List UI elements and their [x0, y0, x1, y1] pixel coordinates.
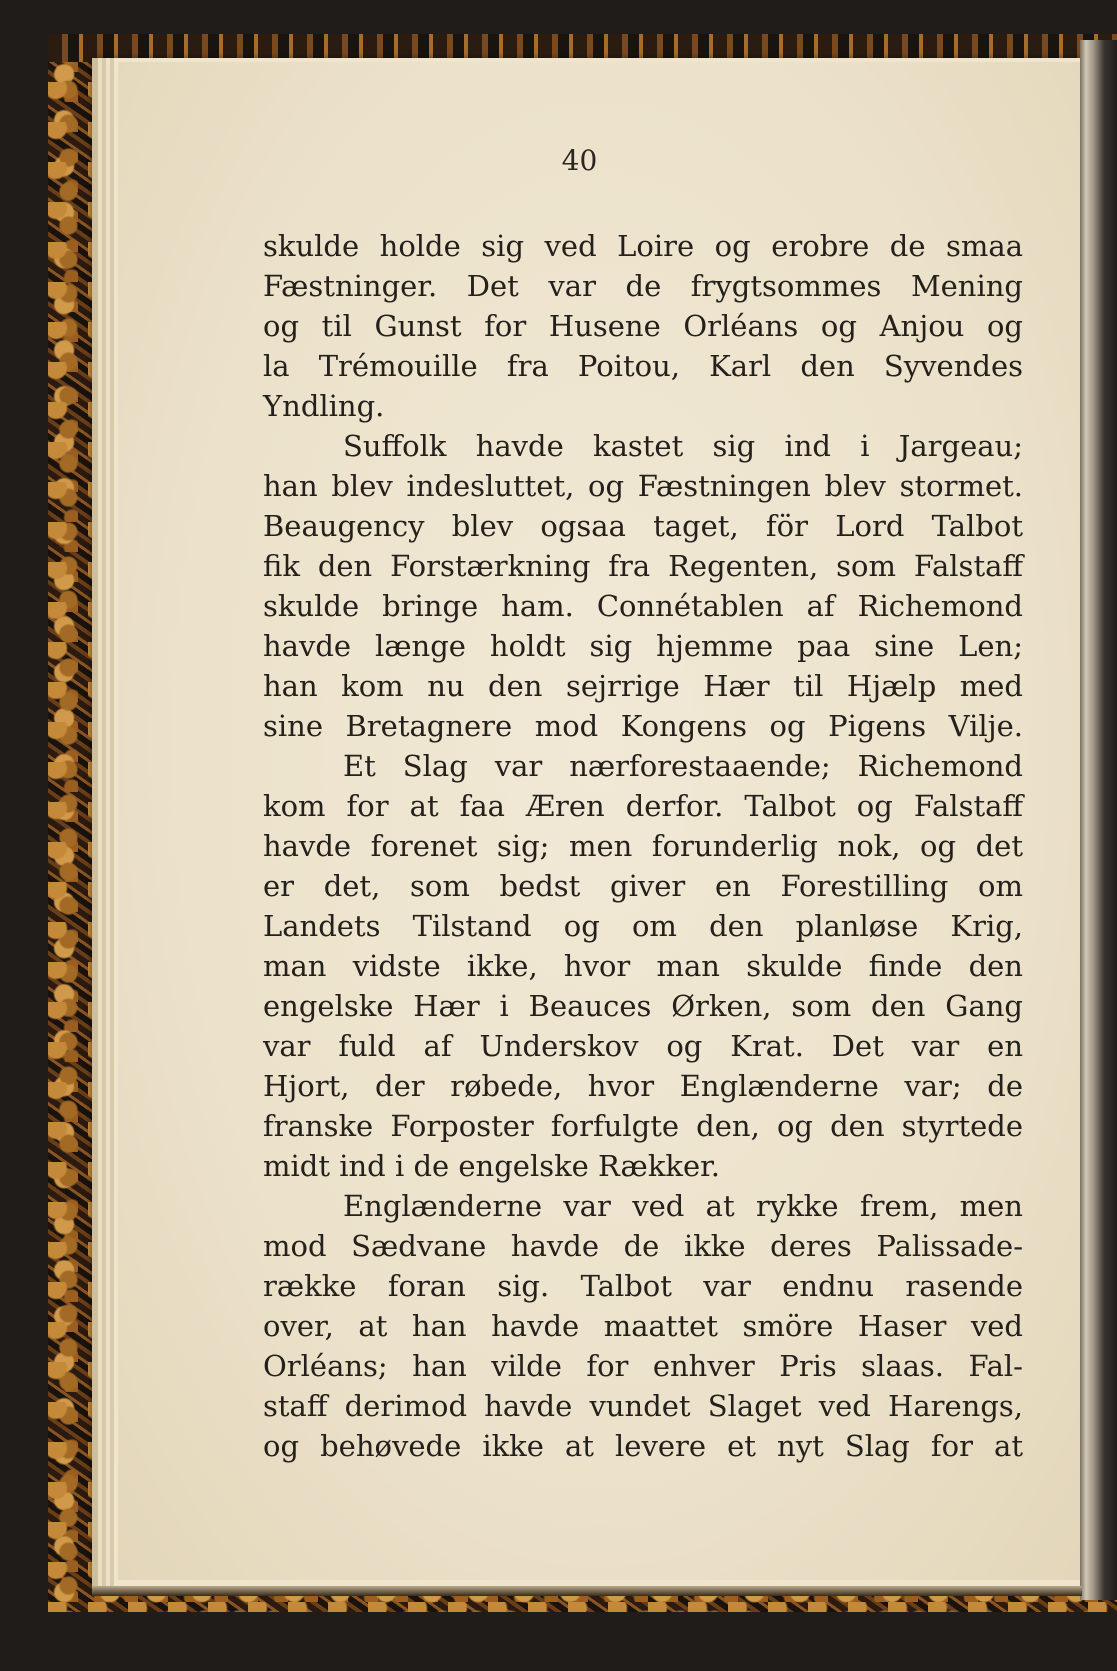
text-line: la Trémouille fra Poitou, Karl den Syvendes	[263, 349, 1023, 383]
text-line: franske Forposter forfulgte den, og den styrtede	[263, 1109, 1023, 1143]
text-line: midt ind i de engelske Rækker.	[263, 1149, 721, 1183]
right-page-edge	[1080, 40, 1117, 1600]
text-line: og til Gunst for Husene Orléans og Anjou og	[263, 309, 1023, 343]
text-line: Beaugency blev ogsaa taget, för Lord Talbot	[263, 509, 1023, 543]
text-line: Yndling.	[263, 389, 385, 423]
text-line: Landets Tilstand og om den planløse Krig,	[263, 909, 1023, 943]
text-line: skulde holde sig ved Loire og erobre de smaa	[263, 229, 1023, 263]
body-text	[263, 226, 1023, 1466]
text-line: havde længe holdt sig hjemme paa sine Len;	[263, 629, 1023, 663]
text-line: Hjort, der røbede, hvor Englænderne var; de	[263, 1069, 1023, 1103]
text-line: Englænderne var ved at rykke frem, men	[343, 1189, 1023, 1223]
text-line: fik den Forstærkning fra Regenten, som Falstaff	[263, 549, 1023, 583]
text-line: staff derimod havde vundet Slaget ved Harengs,	[263, 1389, 1023, 1423]
text-line: havde forenet sig; men forunderlig nok, og det	[263, 829, 1023, 863]
text-line: han blev indesluttet, og Fæstningen blev stormet.	[263, 469, 1023, 503]
bottom-page-edge	[92, 1586, 1082, 1596]
text-line: var fuld af Underskov og Krat. Det var en	[263, 1029, 1023, 1063]
text-line: skulde bringe ham. Connétablen af Richemond	[263, 589, 1023, 623]
text-line: række foran sig. Talbot var endnu rasende	[263, 1269, 1023, 1303]
text-line: engelske Hær i Beauces Ørken, som den Gang	[263, 989, 1023, 1023]
page-number: 40	[561, 144, 598, 177]
text-line: Fæstninger. Det var de frygtsommes Mening	[263, 269, 1023, 303]
text-line: han kom nu den sejrrige Hær til Hjælp med	[263, 669, 1023, 703]
text-line: sine Bretagnere mod Kongens og Pigens Vilje.	[263, 709, 1023, 743]
text-line: over, at han havde maattet smöre Haser ved	[263, 1309, 1023, 1343]
text-line: kom for at faa Æren derfor. Talbot og Falstaff	[263, 789, 1023, 823]
text-line: mod Sædvane havde de ikke deres Palissade-	[263, 1229, 1023, 1263]
text-line: Orléans; han vilde for enhver Pris slaas. Fal-	[263, 1349, 1023, 1383]
text-line: Suffolk havde kastet sig ind i Jargeau;	[343, 429, 1023, 463]
text-line: Et Slag var nærforestaaende; Richemond	[343, 749, 1023, 783]
text-line: er det, som bedst giver en Forestilling om	[263, 869, 1023, 903]
text-line: man vidste ikke, hvor man skulde finde den	[263, 949, 1023, 983]
text-line: og behøvede ikke at levere et nyt Slag for at	[263, 1429, 1023, 1463]
